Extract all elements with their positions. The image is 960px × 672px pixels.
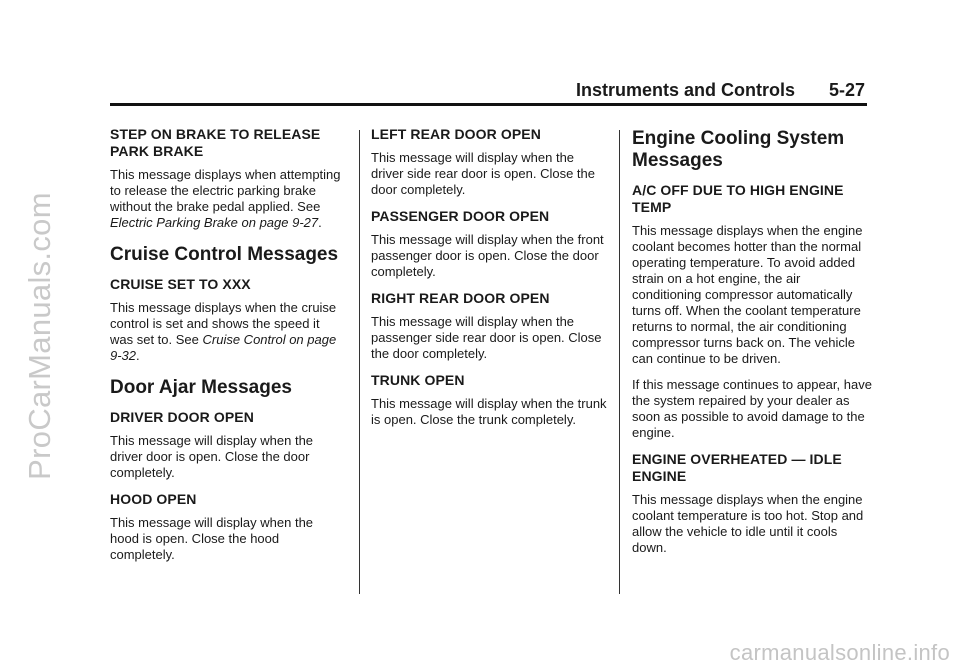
heading-engine-overheated: ENGINE OVERHEATED — IDLE ENGINE [632,451,842,484]
paragraph-ac-off-1: This message displays when the engine coolant becomes hotter than the normal operating temperature. To avoid added strain on a hot engine, the air conditioning compressor automatically turns off. When the coolant temperature returns to normal, the air conditioning compressor turns back on. The vehicle can continue to be driven. [632,223,863,366]
heading-passenger-door-open: PASSENGER DOOR OPEN [371,208,550,224]
paragraph-hood-open: This message will display when the hood is open. Close the hood completely. [110,515,314,562]
paragraph-cruise-set [110,300,345,364]
paragraph-passenger-door-open: This message will display when the front passenger door is open. Close the door completely. [371,232,604,279]
paragraph-step-on-brake [110,167,345,231]
cruise-end: . [136,348,140,363]
step-brake-reference: Electric Parking Brake on page 9-27 [110,215,319,230]
paragraph-driver-door-open: This message will display when the driver door is open. Close the door completely. [110,433,314,480]
heading-driver-door-open: DRIVER DOOR OPEN [110,409,254,425]
bottom-watermark: carmanualsonline.info [729,640,950,665]
heading-ac-off-high-engine-temp: A/C OFF DUE TO HIGH ENGINE TEMP [632,182,844,215]
heading-cruise-control-messages: Cruise Control Messages [110,244,339,265]
paragraph-engine-overheated: This message displays when the engine coolant temperature is too hot. Stop and allow the vehicle to idle until it cools down. [632,492,864,555]
side-watermark-text: ProCarManuals.com [22,192,57,480]
step-brake-end: . [318,215,322,230]
heading-cruise-set: CRUISE SET TO XXX [110,276,251,292]
paragraph-ac-off-2: If this message continues to appear, have the system repaired by your dealer as soon as possible to avoid damage to the engine. [632,377,872,440]
column-2 [371,126,607,438]
cruise-text: This message displays when the cruise control is set and shows the speed it was set to. See [110,300,337,347]
column-3 [632,126,872,566]
page-number: 5-27 [828,80,865,100]
header-rule [110,103,867,106]
section-title: Instruments and Controls [575,80,795,100]
heading-trunk-open: TRUNK OPEN [371,372,465,388]
column-divider-1 [359,130,360,594]
heading-hood-open: HOOD OPEN [110,491,197,507]
step-brake-text: This message displays when attempting to release the electric parking brake without the brake pedal applied. See [110,167,341,214]
column-divider-2 [619,130,620,594]
heading-left-rear-door-open: LEFT REAR DOOR OPEN [371,126,541,142]
heading-step-on-brake: STEP ON BRAKE TO RELEASE PARK BRAKE [110,126,321,159]
paragraph-left-rear-door-open: This message will display when the driver side rear door is open. Close the door completely. [371,150,596,197]
heading-engine-cooling-system-messages: Engine Cooling System Messages [632,128,845,171]
heading-right-rear-door-open: RIGHT REAR DOOR OPEN [371,290,550,306]
side-watermark [10,0,70,672]
cruise-reference: Cruise Control on page 9-32 [110,332,337,363]
paragraph-right-rear-door-open: This message will display when the passenger side rear door is open. Close the door completely. [371,314,602,361]
column-1 [110,126,345,573]
heading-door-ajar-messages: Door Ajar Messages [110,377,292,398]
paragraph-trunk-open: This message will display when the trunk is open. Close the trunk completely. [371,396,607,427]
